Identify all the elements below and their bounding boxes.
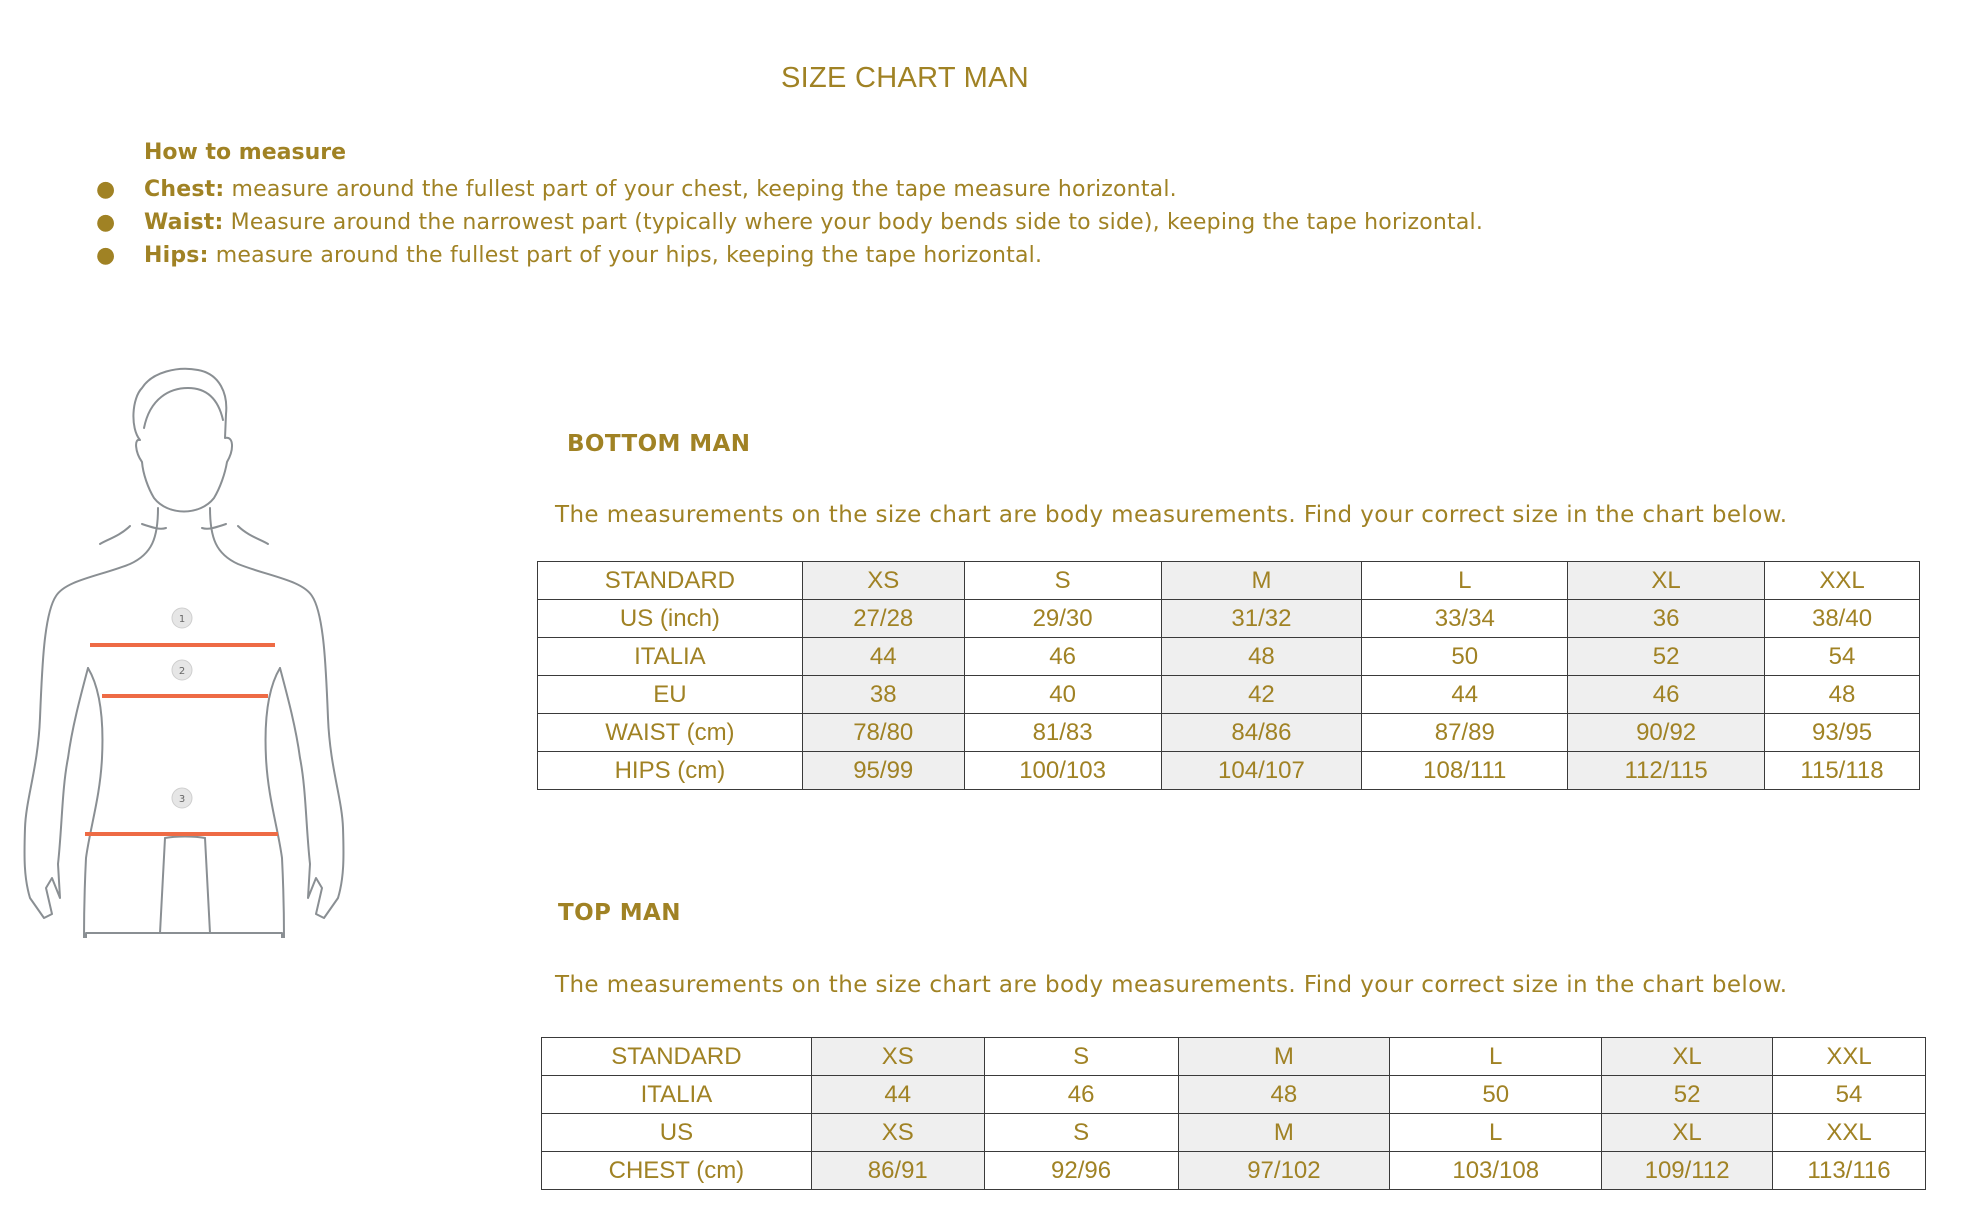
table-cell: 29/30 bbox=[964, 600, 1161, 638]
bullet-icon: ● bbox=[96, 177, 116, 202]
table-cell: US (inch) bbox=[538, 600, 803, 638]
table-cell: STANDARD bbox=[542, 1038, 812, 1076]
table-cell: WAIST (cm) bbox=[538, 714, 803, 752]
measure-description: measure around the fullest part of your hips, keeping the tape horizontal. bbox=[208, 243, 1043, 268]
page-title: SIZE CHART MAN bbox=[780, 62, 1030, 94]
table-cell: 92/96 bbox=[984, 1152, 1178, 1190]
table-cell: 38/40 bbox=[1765, 600, 1920, 638]
how-to-measure-title: How to measure bbox=[144, 140, 347, 165]
table-cell: 103/108 bbox=[1390, 1152, 1602, 1190]
table-cell: 50 bbox=[1390, 1076, 1602, 1114]
table-cell: 36 bbox=[1568, 600, 1765, 638]
table-cell: 31/32 bbox=[1161, 600, 1362, 638]
measure-description: Measure around the narrowest part (typically where your body bends side to side), keeping the tape horizontal. bbox=[223, 210, 1484, 235]
table-cell: 50 bbox=[1362, 638, 1568, 676]
table-cell: 44 bbox=[802, 638, 964, 676]
table-cell: 84/86 bbox=[1161, 714, 1362, 752]
list-item-hips bbox=[96, 239, 1483, 272]
table-cell: L bbox=[1390, 1114, 1602, 1152]
table-row bbox=[538, 676, 1920, 714]
table-cell: 42 bbox=[1161, 676, 1362, 714]
table-cell: M bbox=[1161, 562, 1362, 600]
bottom-section-title: BOTTOM MAN bbox=[567, 431, 751, 457]
table-cell: XS bbox=[802, 562, 964, 600]
table-cell: S bbox=[984, 1038, 1178, 1076]
top-section-note: The measurements on the size chart are body measurements. Find your correct size in the chart below. bbox=[555, 972, 1788, 998]
table-cell: 27/28 bbox=[802, 600, 964, 638]
table-cell: 48 bbox=[1178, 1076, 1390, 1114]
table-cell: STANDARD bbox=[538, 562, 803, 600]
table-cell: 95/99 bbox=[802, 752, 964, 790]
table-row bbox=[542, 1038, 1926, 1076]
table-row bbox=[542, 1114, 1926, 1152]
table-cell: 115/118 bbox=[1765, 752, 1920, 790]
table-cell: 104/107 bbox=[1161, 752, 1362, 790]
table-cell: 46 bbox=[984, 1076, 1178, 1114]
table-cell: 113/116 bbox=[1773, 1152, 1926, 1190]
table-cell: 38 bbox=[802, 676, 964, 714]
table-cell: XL bbox=[1602, 1114, 1773, 1152]
table-row bbox=[538, 638, 1920, 676]
table-cell: 48 bbox=[1161, 638, 1362, 676]
table-row bbox=[542, 1152, 1926, 1190]
table-cell: 54 bbox=[1765, 638, 1920, 676]
top-size-table bbox=[541, 1037, 1926, 1190]
table-cell: EU bbox=[538, 676, 803, 714]
table-cell: 90/92 bbox=[1568, 714, 1765, 752]
table-cell: XS bbox=[811, 1038, 984, 1076]
measure-term: Chest: bbox=[144, 177, 225, 202]
table-cell: XL bbox=[1568, 562, 1765, 600]
table-cell: 109/112 bbox=[1602, 1152, 1773, 1190]
table-cell: 44 bbox=[811, 1076, 984, 1114]
table-cell: L bbox=[1362, 562, 1568, 600]
marker-2-label: 2 bbox=[178, 666, 186, 677]
table-cell: XXL bbox=[1765, 562, 1920, 600]
table-row bbox=[538, 752, 1920, 790]
table-cell: 54 bbox=[1773, 1076, 1926, 1114]
measure-description: measure around the fullest part of your chest, keeping the tape measure horizontal. bbox=[224, 177, 1177, 202]
table-cell: XXL bbox=[1773, 1114, 1926, 1152]
table-cell: XL bbox=[1602, 1038, 1773, 1076]
table-cell: S bbox=[964, 562, 1161, 600]
table-cell: 108/111 bbox=[1362, 752, 1568, 790]
table-cell: 112/115 bbox=[1568, 752, 1765, 790]
table-cell: 87/89 bbox=[1362, 714, 1568, 752]
table-cell: 46 bbox=[964, 638, 1161, 676]
table-cell: US bbox=[542, 1114, 812, 1152]
top-section-title: TOP MAN bbox=[558, 900, 681, 926]
list-item-waist bbox=[96, 206, 1483, 239]
table-cell: CHEST (cm) bbox=[542, 1152, 812, 1190]
table-cell: L bbox=[1390, 1038, 1602, 1076]
table-cell: 44 bbox=[1362, 676, 1568, 714]
table-row bbox=[538, 714, 1920, 752]
table-cell: 52 bbox=[1602, 1076, 1773, 1114]
table-cell: M bbox=[1178, 1038, 1390, 1076]
table-row bbox=[538, 600, 1920, 638]
table-cell: 46 bbox=[1568, 676, 1765, 714]
table-row bbox=[542, 1076, 1926, 1114]
measure-term: Waist: bbox=[144, 210, 224, 235]
table-cell: 100/103 bbox=[964, 752, 1161, 790]
table-cell: HIPS (cm) bbox=[538, 752, 803, 790]
how-to-measure-list bbox=[96, 173, 1483, 272]
marker-1-label: 1 bbox=[178, 614, 186, 625]
table-cell: 86/91 bbox=[811, 1152, 984, 1190]
measure-term: Hips: bbox=[144, 243, 209, 268]
table-cell: ITALIA bbox=[538, 638, 803, 676]
bottom-size-table bbox=[537, 561, 1920, 790]
table-cell: XS bbox=[811, 1114, 984, 1152]
bullet-icon: ● bbox=[96, 210, 116, 235]
table-row bbox=[538, 562, 1920, 600]
table-cell: 78/80 bbox=[802, 714, 964, 752]
body-outline-figure bbox=[20, 358, 350, 938]
table-cell: 52 bbox=[1568, 638, 1765, 676]
table-cell: 81/83 bbox=[964, 714, 1161, 752]
table-cell: 97/102 bbox=[1178, 1152, 1390, 1190]
table-cell: XXL bbox=[1773, 1038, 1926, 1076]
list-item-chest bbox=[96, 173, 1483, 206]
table-cell: 93/95 bbox=[1765, 714, 1920, 752]
table-cell: S bbox=[984, 1114, 1178, 1152]
table-cell: 48 bbox=[1765, 676, 1920, 714]
table-cell: 33/34 bbox=[1362, 600, 1568, 638]
table-cell: 40 bbox=[964, 676, 1161, 714]
table-cell: M bbox=[1178, 1114, 1390, 1152]
marker-3-label: 3 bbox=[178, 794, 186, 805]
bottom-section-note: The measurements on the size chart are body measurements. Find your correct size in the chart below. bbox=[555, 502, 1788, 528]
table-cell: ITALIA bbox=[542, 1076, 812, 1114]
bullet-icon: ● bbox=[96, 243, 116, 268]
